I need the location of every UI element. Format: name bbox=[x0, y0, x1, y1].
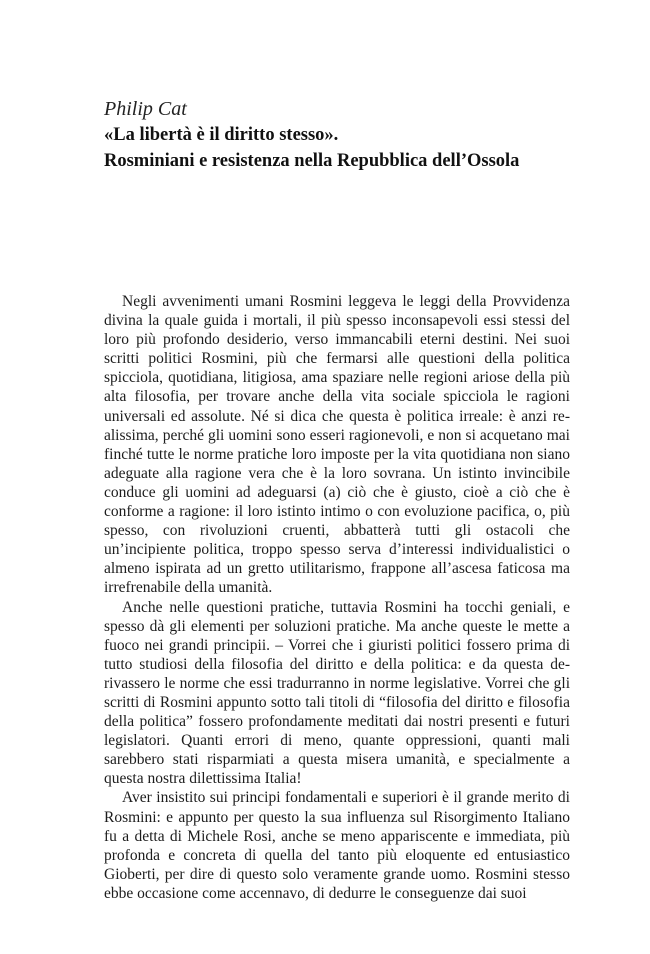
body-paragraph-1: Negli avvenimenti umani Rosmini leggeva le leggi della Provvidenza divina la quale guida i mortali, il più spesso inconsapevoli essi stessi del loro più profondo desiderio, verso immancabili eterni destini. Nei suoi scritti politici Rosmini, più che fermarsi alle questioni della politica spicciola, quotidiana, litigiosa, ama spaziare nelle regioni ariose della più alta filosofia, per trovare anche della vita sociale spicciola le ragioni universali ed assolute. Né si dica che questa è politica irreale: è anzi realissima, perché gli uomini sono esseri ragionevoli, e non si acquetano mai finché tutte le norme pratiche loro imposte per la vita quotidiana non siano adeguate alla ragione vera che è la loro sovrana. Un istinto invincibile conduce gli uomini ad adeguarsi (a) ciò che è giusto, cioè a ciò che è conforme a ragione: il loro istinto intimo o con evoluzione pacifica, o, più spesso, con rivoluzioni cruenti, abbatterà tutti gli ostacoli che un’incipiente politica, troppo spesso serva d’interessi individualistici o almeno ispirata ad un gretto utilitarismo, frappone all’ascesa faticosa ma irrefrenabile della umanità. bbox=[104, 293, 570, 597]
body-paragraph-3: Aver insistito sui principi fondamentali e superiori è il grande merito di Rosmini: e appunto per questo la sua influenza sul Risorgimento Italiano fu a detta di Michele Rosi, anche se meno appariscente e immediata, più profonda e concreta di quella del tanto più eloquente ed entusiastico Gioberti, per dire di questo solo veramente grande uomo. Rosmini stesso ebbe occasione come accennavo, di dedurre le conseguenze dai suoi bbox=[104, 789, 570, 902]
author-name: Philip Cat bbox=[104, 98, 187, 120]
article-title-line-1: «La libertà è il diritto stesso». bbox=[104, 125, 339, 145]
body-paragraph-2: Anche nelle questioni pratiche, tuttavia Rosmini ha tocchi geniali, e spesso dà gli elementi per soluzioni pratiche. Ma anche queste le mette a fuoco nei grandi principii. – Vorrei che i giuristi politici fossero prima di tutto studiosi della filosofia del diritto e della politica: e da questa derivassero le norme che essi tradurranno in norme legislative. Vorrei che gli scritti di Rosmini appunto sotto tali titoli di “filosofia del diritto e filosofia della politica” fossero profondamente meditati dai nostri presenti e futuri legislatori. Quanti errori di meno, quante oppressioni, quanti mali sarebbero stati risparmiati a questa misera umanità, e specialmente a questa nostra dilettissima Italia! bbox=[104, 598, 570, 788]
article-header bbox=[104, 96, 574, 174]
article-body bbox=[104, 292, 570, 903]
article-title-line-2: Rosminiani e resistenza nella Repubblica dell’Ossola bbox=[104, 151, 520, 171]
